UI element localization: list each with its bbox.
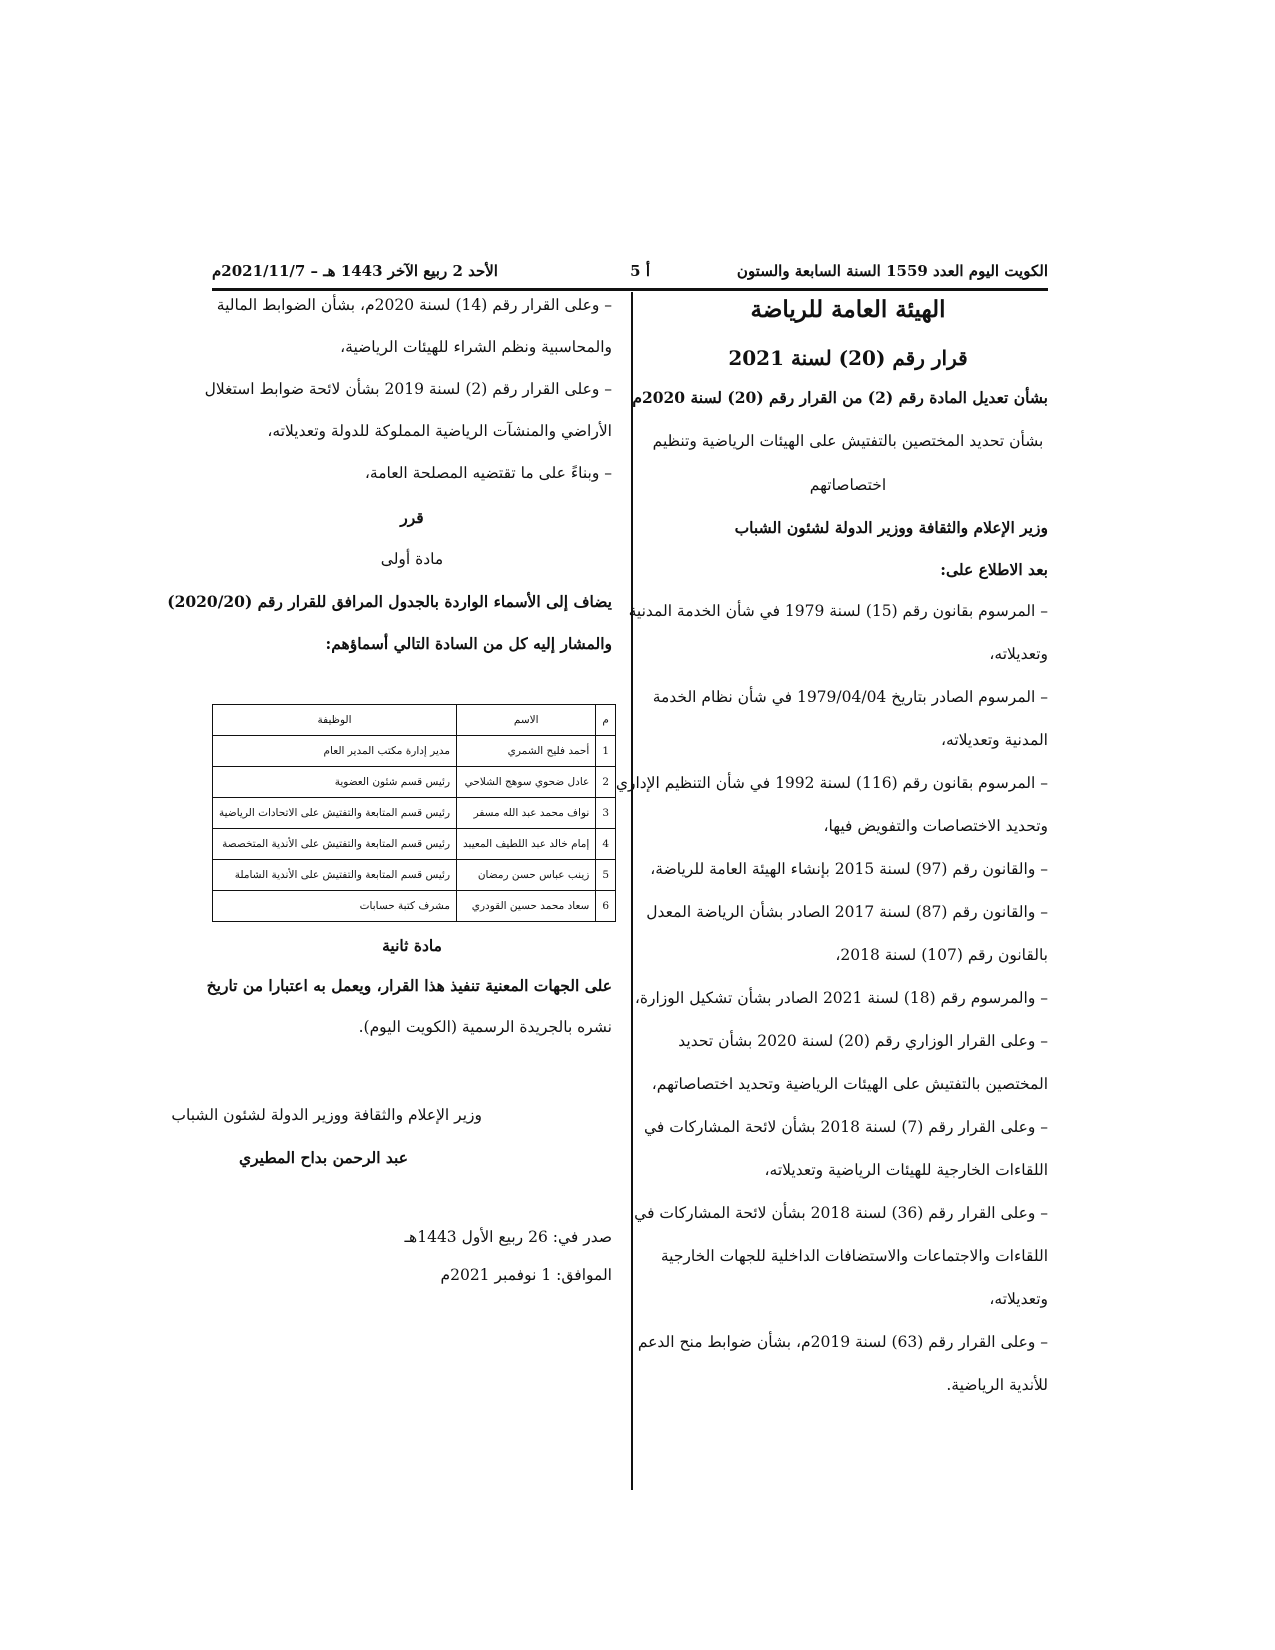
row-number: 5: [596, 860, 616, 891]
names-table: [212, 704, 616, 922]
row-job: رئيس قسم المتابعة والتفتيش على الأندية المتخصصة: [213, 829, 457, 860]
column-divider: [631, 292, 633, 1490]
row-name: زينب عباس حسن رمضان: [457, 860, 596, 891]
preamble-line: – وعلى القرار رقم (14) لسنة 2020م، بشأن الضوابط المالية: [216, 296, 612, 314]
signer-title: وزير الإعلام والثقافة ووزير الدولة لشئون الشباب: [171, 1106, 482, 1124]
table-row: [213, 891, 616, 922]
issue-date: الأحد 2 ربيع الآخر 1443 هـ – 2021/11/7م: [212, 262, 498, 280]
authority-title: الهيئة العامة للرياضة: [750, 296, 946, 323]
preamble-line: – وعلى القرار رقم (63) لسنة 2019م، بشأن ضوابط منح الدعم: [637, 1333, 1048, 1351]
preamble-line: الأراضي والمنشآت الرياضية المملوكة للدولة وتعديلاته،: [267, 422, 612, 440]
row-job: مدير إدارة مكتب المدير العام: [213, 736, 457, 767]
article-1-text: يضاف إلى الأسماء الواردة بالجدول المرافق للقرار رقم (2020/20): [167, 592, 612, 611]
table-row: [213, 767, 616, 798]
column-header-name: الاسم: [457, 705, 596, 736]
preamble-line: والمحاسبية ونظم الشراء للهيئات الرياضية،: [340, 338, 612, 356]
row-number: 1: [596, 736, 616, 767]
issued-date: صدر في: 26 ربيع الأول 1443هـ: [404, 1228, 612, 1246]
column-header-number: م: [596, 705, 616, 736]
article-2-text: على الجهات المعنية تنفيذ هذا القرار، ويعمل به اعتبارا من تاريخ: [206, 976, 612, 995]
row-number: 2: [596, 767, 616, 798]
row-name: سعاد محمد حسين القودري: [457, 891, 596, 922]
row-number: 6: [596, 891, 616, 922]
decision-subject-3: اختصاصاتهم: [809, 476, 887, 494]
row-job: مشرف كتبة حسابات: [213, 891, 457, 922]
preamble-line: اللقاءات والاجتماعات والاستضافات الداخلية للجهات الخارجية: [660, 1247, 1048, 1265]
row-number: 4: [596, 829, 616, 860]
preamble-line: – وعلى القرار رقم (7) لسنة 2018 بشأن لائحة المشاركات في: [644, 1118, 1048, 1136]
row-job: رئيس قسم المتابعة والتفتيش على الاتحادات الرياضية: [213, 798, 457, 829]
table-header-row: [213, 705, 616, 736]
header-rule: [212, 288, 1048, 291]
minister-title: وزير الإعلام والثقافة ووزير الدولة لشئون الشباب: [734, 518, 1048, 537]
row-job: رئيس قسم المتابعة والتفتيش على الأندية الشاملة: [213, 860, 457, 891]
preamble-line: – وعلى القرار الوزاري رقم (20) لسنة 2020 بشأن تحديد: [678, 1032, 1048, 1050]
article-1-text: والمشار إليه كل من السادة التالي أسماؤهم:: [325, 634, 612, 653]
article-2-text: نشره بالجريدة الرسمية (الكويت اليوم).: [358, 1018, 612, 1036]
preamble-line: وتعديلاته،: [989, 1290, 1048, 1308]
preamble-line: – والقانون رقم (87) لسنة 2017 الصادر بشأن الرياضة المعدل: [646, 903, 1048, 921]
column-header-job: الوظيفة: [213, 705, 457, 736]
row-name: أحمد فليح الشمري: [457, 736, 596, 767]
preamble-line: للأندية الرياضية.: [946, 1376, 1048, 1394]
signer-name: عبد الرحمن بداح المطيري: [238, 1148, 408, 1167]
row-number: 3: [596, 798, 616, 829]
table-row: [213, 829, 616, 860]
preamble-line: المختصين بالتفتيش على الهيئات الرياضية وتحديد اختصاصاتهم،: [651, 1075, 1048, 1093]
preamble-line: – المرسوم بقانون رقم (15) لسنة 1979 في شأن الخدمة المدنية: [628, 602, 1048, 620]
row-job: رئيس قسم شئون العضوية: [213, 767, 457, 798]
preamble-line: – وبناءً على ما تقتضيه المصلحة العامة،: [364, 464, 612, 482]
preamble-line: اللقاءات الخارجية للهيئات الرياضية وتعديلاته،: [764, 1161, 1048, 1179]
preamble-line: – والقانون رقم (97) لسنة 2015 بإنشاء الهيئة العامة للرياضة،: [650, 860, 1048, 878]
preamble-line: المدنية وتعديلاته،: [941, 731, 1048, 749]
corresponding-date: الموافق: 1 نوفمبر 2021م: [440, 1266, 612, 1284]
row-name: إمام خالد عبد اللطيف المعيبد: [457, 829, 596, 860]
preamble-line: – وعلى القرار رقم (2) لسنة 2019 بشأن لائحة ضوابط استغلال: [204, 380, 612, 398]
preamble-line: بالقانون رقم (107) لسنة 2018،: [835, 946, 1048, 964]
article-2-heading: مادة ثانية: [382, 936, 442, 955]
after-review: بعد الاطلاع على:: [940, 560, 1048, 579]
table-row: [213, 736, 616, 767]
preamble-line: وتحديد الاختصاصات والتفويض فيها،: [823, 817, 1048, 835]
decided-heading: قرر: [400, 508, 424, 527]
preamble-line: – والمرسوم رقم (18) لسنة 2021 الصادر بشأن تشكيل الوزارة،: [634, 989, 1048, 1007]
decision-number: قرار رقم (20) لسنة 2021: [728, 346, 968, 370]
gazette-issue: الكويت اليوم العدد 1559 السنة السابعة والستون: [736, 262, 1048, 280]
row-name: نواف محمد عبد الله مسفر: [457, 798, 596, 829]
page-number: أ 5: [630, 262, 650, 280]
decision-subject-2: بشأن تحديد المختصين بالتفتيش على الهيئات الرياضية وتنظيم: [652, 432, 1044, 450]
preamble-line: – وعلى القرار رقم (36) لسنة 2018 بشأن لائحة المشاركات في: [634, 1204, 1048, 1222]
row-name: عادل ضحوي سوهج الشلاحي: [457, 767, 596, 798]
decision-subject-1: بشأن تعديل المادة رقم (2) من القرار رقم (20) لسنة 2020م: [632, 388, 1048, 407]
preamble-line: – المرسوم بقانون رقم (116) لسنة 1992 في شأن التنظيم الإداري: [615, 774, 1048, 792]
page-header: [212, 256, 1048, 286]
preamble-line: وتعديلاته،: [989, 645, 1048, 663]
table-row: [213, 798, 616, 829]
table-row: [213, 860, 616, 891]
article-1-heading: مادة أولى: [380, 550, 444, 568]
preamble-line: – المرسوم الصادر بتاريخ 1979/04/04 في شأن نظام الخدمة: [652, 688, 1048, 706]
